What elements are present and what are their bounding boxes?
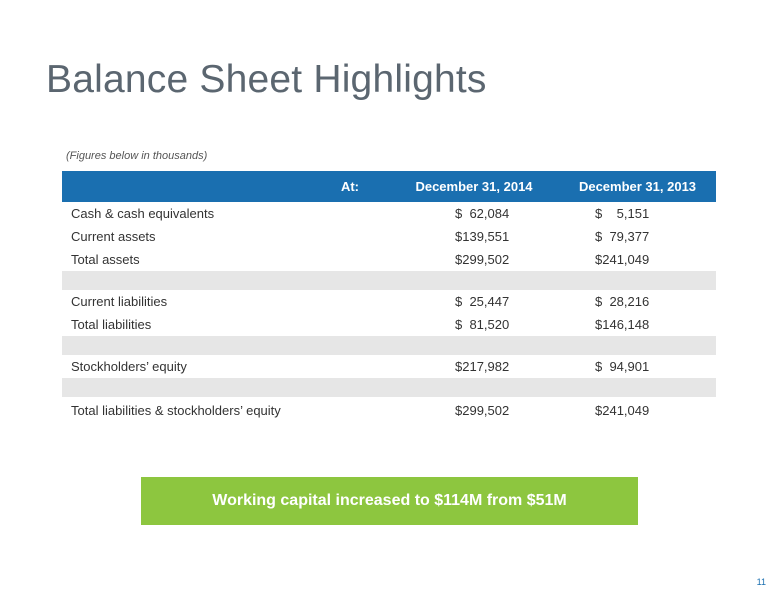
table-row xyxy=(62,225,716,248)
spacer-cell xyxy=(559,336,716,355)
value-2013: $ 5,151 xyxy=(595,206,650,221)
figures-note: (Figures below in thousands) xyxy=(66,150,208,162)
value-2014: $ 81,520 xyxy=(455,317,510,332)
table-row xyxy=(62,290,716,313)
value-2014: $ 25,447 xyxy=(455,294,510,309)
value-2014: $ 62,084 xyxy=(455,206,510,221)
header-2014: December 31, 2014 xyxy=(389,171,559,202)
value-2013: $146,148 xyxy=(595,317,650,332)
spacer-cell xyxy=(62,336,389,355)
page-title: Balance Sheet Highlights xyxy=(46,58,487,101)
row-label: Cash & cash equivalents xyxy=(71,206,215,221)
row-label: Total liabilities xyxy=(71,317,152,332)
value-2013: $ 94,901 xyxy=(595,359,650,374)
spacer-cell xyxy=(389,378,559,397)
table-row xyxy=(62,313,716,336)
value-2014: $217,982 xyxy=(455,359,510,374)
banner-text: Working capital increased to $114M from $51M xyxy=(212,492,567,509)
table-row xyxy=(62,355,716,378)
row-label: Stockholders’ equity xyxy=(71,359,187,374)
value-2014: $299,502 xyxy=(455,252,510,267)
value-2013: $ 28,216 xyxy=(595,294,650,309)
table-row xyxy=(62,202,716,225)
row-label: Total liabilities & stockholders’ equity xyxy=(71,403,281,418)
balance-sheet-table xyxy=(62,171,716,422)
table-row xyxy=(62,397,716,422)
spacer-cell xyxy=(389,336,559,355)
row-label: Total assets xyxy=(71,252,140,267)
header-at: At: xyxy=(62,171,389,202)
spacer-row xyxy=(62,336,716,355)
spacer-cell xyxy=(559,378,716,397)
working-capital-banner xyxy=(141,477,638,525)
value-2013: $ 79,377 xyxy=(595,229,650,244)
page-number: 11 xyxy=(756,577,766,587)
value-2014: $139,551 xyxy=(455,229,510,244)
spacer-cell xyxy=(62,271,389,290)
spacer-cell xyxy=(559,271,716,290)
spacer-row xyxy=(62,271,716,290)
value-2013: $241,049 xyxy=(595,252,650,267)
table-row xyxy=(62,248,716,271)
spacer-cell xyxy=(389,271,559,290)
table-header-row xyxy=(62,171,716,202)
row-label: Current assets xyxy=(71,229,156,244)
spacer-row xyxy=(62,378,716,397)
row-label: Current liabilities xyxy=(71,294,168,309)
value-2013: $241,049 xyxy=(595,403,650,418)
spacer-cell xyxy=(62,378,389,397)
value-2014: $299,502 xyxy=(455,403,510,418)
header-2013: December 31, 2013 xyxy=(559,171,716,202)
